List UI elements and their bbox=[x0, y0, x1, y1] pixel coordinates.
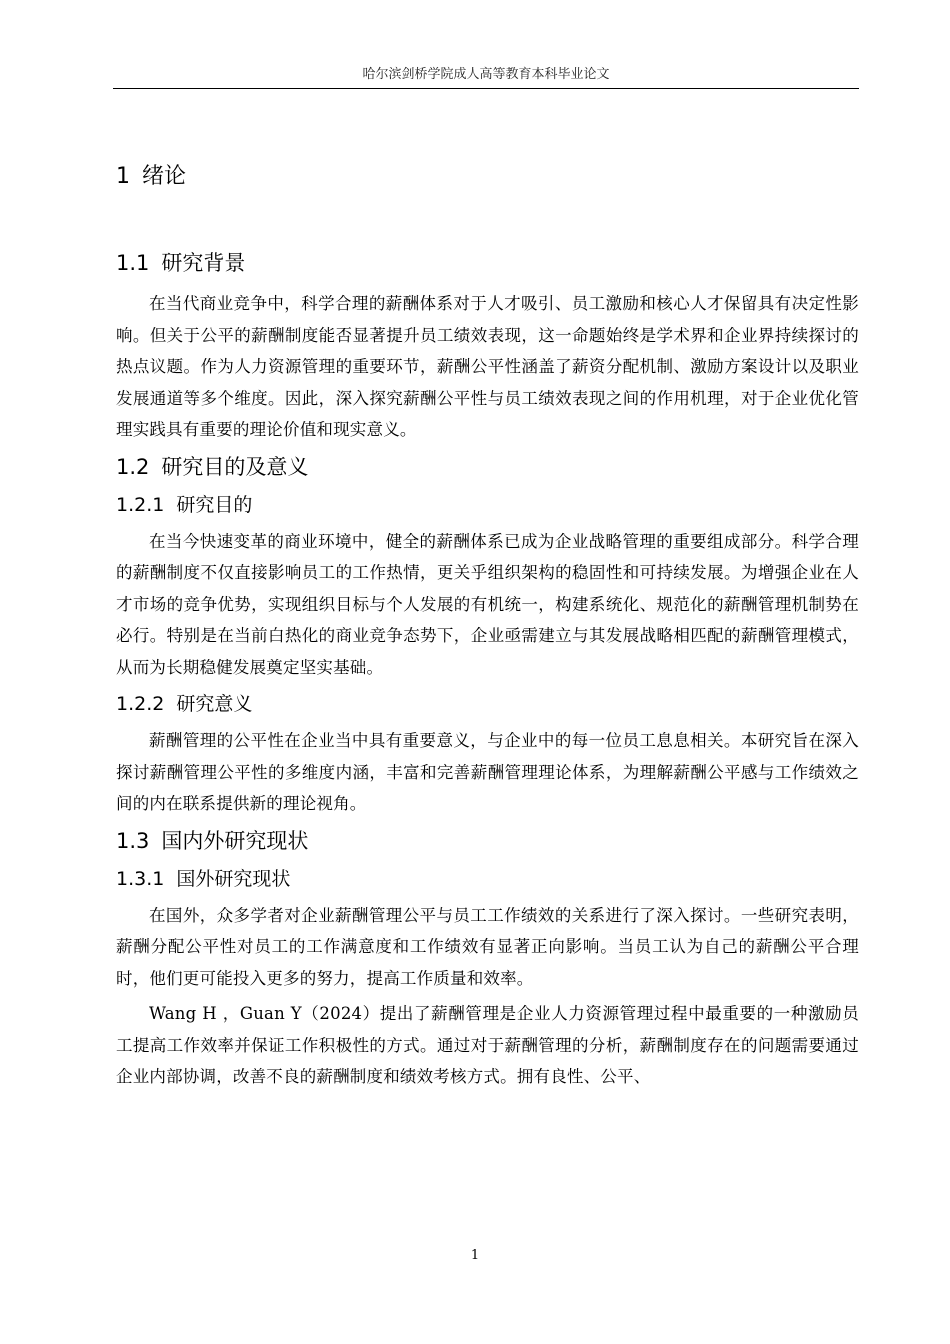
subsection-title: 研究意义 bbox=[176, 693, 253, 715]
section-heading-1-2 bbox=[116, 450, 859, 484]
chapter-title: 绪论 bbox=[142, 164, 187, 189]
subsection-number: 1.2.2 bbox=[116, 693, 165, 715]
section-number: 1.3 bbox=[116, 828, 150, 853]
running-header: 哈尔滨剑桥学院成人高等教育本科毕业论文 bbox=[362, 67, 610, 82]
subsection-title: 国外研究现状 bbox=[176, 867, 291, 890]
header-rule bbox=[113, 88, 859, 89]
paragraph: 薪酬管理的公平性在企业当中具有重要意义，与企业中的每一位员工息息相关。本研究旨在深入探讨薪酬管理公平性的多维度内涵，丰富和完善薪酬管理理论体系，为理解薪酬公平感与工作绩效之间的内在联系提供新的理论视角。 bbox=[116, 731, 859, 813]
subsection-title: 研究目的 bbox=[176, 493, 253, 516]
chapter-heading bbox=[116, 160, 859, 194]
section-heading-1-3 bbox=[116, 824, 859, 858]
section-heading-1-1 bbox=[116, 246, 859, 280]
paragraph: Wang H ，Guan Y（2024）提出了薪酬管理是企业人力资源管理过程中最重要的一种激励员工提高工作效率并保证工作积极性的方式。通过对于薪酬管理的分析，薪酬制度存在的问题需要通过企业内部协调，改善不良的薪酬制度和绩效考核方式。拥有良性、公平、 bbox=[116, 1004, 859, 1086]
paragraph: 在当代商业竞争中，科学合理的薪酬体系对于人才吸引、员工激励和核心人才保留具有决定性影响。但关于公平的薪酬制度能否显著提升员工绩效表现，这一命题始终是学术界和企业界持续探讨的热点议题。作为人力资源管理的重要环节，薪酬公平性涵盖了薪资分配机制、激励方案设计以及职业发展通道等多个维度。因此，深入探究薪酬公平性与员工绩效表现之间的作用机理，对于企业优化管理实践具有重要的理论价值和现实意义。 bbox=[116, 294, 859, 439]
section-title: 研究目的及意义 bbox=[161, 454, 309, 479]
subsection-heading-1-2-1 bbox=[116, 488, 859, 522]
section-number: 1.1 bbox=[116, 251, 150, 275]
subsection-heading-1-3-1 bbox=[116, 862, 859, 896]
subsection-heading-1-2-2 bbox=[116, 687, 859, 721]
subsection-number: 1.2.1 bbox=[116, 493, 165, 516]
section-title: 研究背景 bbox=[161, 251, 246, 275]
subsection-number: 1.3.1 bbox=[116, 867, 165, 890]
paragraph: 在当今快速变革的商业环境中，健全的薪酬体系已成为企业战略管理的重要组成部分。科学合理的薪酬制度不仅直接影响员工的工作热情，更关乎组织架构的稳固性和可持续发展。为增强企业在人才市场的竞争优势，实现组织目标与个人发展的有机统一，构建系统化、规范化的薪酬管理机制势在必行。特别是在当前白热化的商业竞争态势下，企业亟需建立与其发展战略相匹配的薪酬管理模式，从而为长期稳健发展奠定坚实基础。 bbox=[116, 531, 859, 677]
section-title: 国内外研究现状 bbox=[161, 828, 309, 853]
chapter-number: 1 bbox=[116, 164, 130, 189]
document-body bbox=[116, 160, 859, 1097]
paragraph: 在国外，众多学者对企业薪酬管理公平与员工工作绩效的关系进行了深入探讨。一些研究表明，薪酬分配公平性对员工的工作满意度和工作绩效有显著正向影响。当员工认为自己的薪酬公平合理时，他们更可能投入更多的努力，提高工作质量和效率。 bbox=[116, 905, 859, 988]
section-number: 1.2 bbox=[116, 454, 150, 479]
page-number: 1 bbox=[470, 1248, 480, 1263]
